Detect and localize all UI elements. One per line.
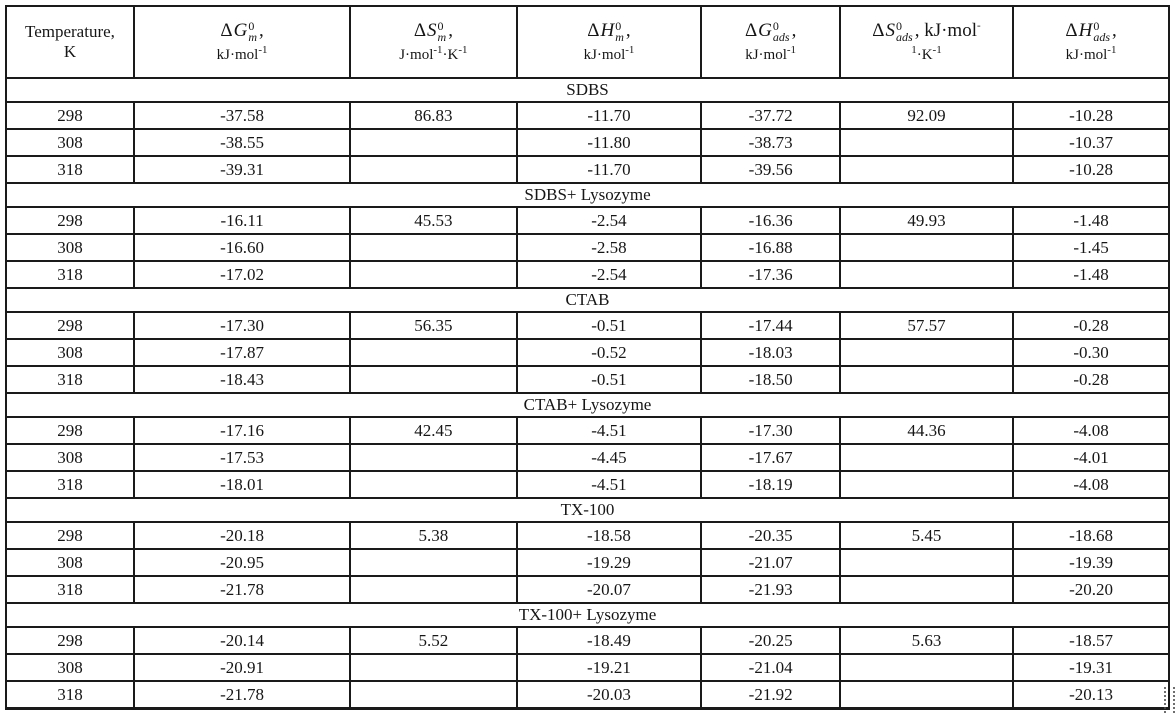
value-cell: 5.38 bbox=[350, 522, 516, 549]
value-cell: -0.28 bbox=[1013, 366, 1169, 393]
value-cell: 57.57 bbox=[840, 312, 1013, 339]
temperature-cell: 308 bbox=[6, 654, 134, 681]
header-symbol: ΔS 0 ads , kJ·mol- bbox=[872, 19, 981, 45]
value-cell: -37.58 bbox=[134, 102, 350, 129]
table-row bbox=[6, 654, 1169, 681]
temperature-cell: 298 bbox=[6, 312, 134, 339]
header-symbol: ΔH 0 ads , bbox=[1065, 19, 1117, 45]
value-cell: 56.35 bbox=[350, 312, 516, 339]
value-cell: -0.30 bbox=[1013, 339, 1169, 366]
table-row bbox=[6, 471, 1169, 498]
table-row bbox=[6, 102, 1169, 129]
section-row bbox=[6, 183, 1169, 207]
temperature-cell: 308 bbox=[6, 444, 134, 471]
value-cell: -16.88 bbox=[701, 234, 839, 261]
value-cell bbox=[840, 549, 1013, 576]
section-row bbox=[6, 78, 1169, 102]
value-cell: -4.01 bbox=[1013, 444, 1169, 471]
value-cell: -19.39 bbox=[1013, 549, 1169, 576]
header-unit: $^1\cdot K^{-1}$ bbox=[911, 44, 942, 64]
value-cell: -17.87 bbox=[134, 339, 350, 366]
value-cell bbox=[350, 129, 516, 156]
section-row bbox=[6, 498, 1169, 522]
table-row bbox=[6, 207, 1169, 234]
value-cell: -4.08 bbox=[1013, 417, 1169, 444]
temperature-cell: 318 bbox=[6, 261, 134, 288]
value-cell bbox=[840, 339, 1013, 366]
section-label: SDBS+ Lysozyme bbox=[6, 183, 1169, 207]
column-header-delta-s-ads bbox=[840, 6, 1013, 78]
value-cell bbox=[840, 261, 1013, 288]
value-cell: -20.18 bbox=[134, 522, 350, 549]
value-cell: -10.37 bbox=[1013, 129, 1169, 156]
value-cell bbox=[350, 339, 516, 366]
value-cell bbox=[840, 444, 1013, 471]
value-cell: -0.52 bbox=[517, 339, 702, 366]
column-header-temperature bbox=[6, 6, 134, 78]
value-cell: -20.20 bbox=[1013, 576, 1169, 603]
header-symbol: ΔG 0 m , bbox=[220, 19, 264, 45]
temperature-cell: 318 bbox=[6, 681, 134, 709]
column-header-delta-g-m bbox=[134, 6, 350, 78]
table-row bbox=[6, 339, 1169, 366]
column-header-delta-g-ads bbox=[701, 6, 839, 78]
column-header-delta-s-m bbox=[350, 6, 516, 78]
value-cell: -17.67 bbox=[701, 444, 839, 471]
value-cell: -37.72 bbox=[701, 102, 839, 129]
value-cell: -16.11 bbox=[134, 207, 350, 234]
value-cell bbox=[350, 444, 516, 471]
value-cell: -20.91 bbox=[134, 654, 350, 681]
value-cell: 44.36 bbox=[840, 417, 1013, 444]
value-cell bbox=[840, 129, 1013, 156]
header-unit: kJ·mol$^{-1}$ bbox=[1065, 44, 1117, 64]
value-cell bbox=[840, 576, 1013, 603]
table-row bbox=[6, 312, 1169, 339]
section-label: SDBS bbox=[6, 78, 1169, 102]
value-cell: -17.36 bbox=[701, 261, 839, 288]
value-cell: -0.51 bbox=[517, 366, 702, 393]
value-cell: 5.52 bbox=[350, 627, 516, 654]
value-cell: -20.07 bbox=[517, 576, 702, 603]
value-cell: -18.58 bbox=[517, 522, 702, 549]
header-unit: kJ·mol$^{-1}$ bbox=[216, 44, 268, 64]
value-cell: -16.36 bbox=[701, 207, 839, 234]
table-row bbox=[6, 417, 1169, 444]
value-cell: -19.29 bbox=[517, 549, 702, 576]
value-cell: -18.49 bbox=[517, 627, 702, 654]
value-cell: -16.60 bbox=[134, 234, 350, 261]
temperature-cell: 308 bbox=[6, 339, 134, 366]
temperature-cell: 308 bbox=[6, 129, 134, 156]
header-symbol: ΔG 0 ads , bbox=[744, 19, 797, 45]
value-cell: -18.43 bbox=[134, 366, 350, 393]
table-row bbox=[6, 234, 1169, 261]
value-cell: -20.35 bbox=[701, 522, 839, 549]
header-unit: K bbox=[63, 42, 77, 61]
value-cell: -39.31 bbox=[134, 156, 350, 183]
value-cell bbox=[350, 681, 516, 709]
temperature-cell: 308 bbox=[6, 234, 134, 261]
temperature-cell: 298 bbox=[6, 102, 134, 129]
value-cell bbox=[840, 654, 1013, 681]
table-row bbox=[6, 129, 1169, 156]
value-cell bbox=[350, 156, 516, 183]
value-cell bbox=[840, 471, 1013, 498]
table-row bbox=[6, 549, 1169, 576]
value-cell: -19.31 bbox=[1013, 654, 1169, 681]
value-cell: 5.63 bbox=[840, 627, 1013, 654]
value-cell: -11.70 bbox=[517, 156, 702, 183]
value-cell bbox=[840, 234, 1013, 261]
value-cell: 86.83 bbox=[350, 102, 516, 129]
section-label: CTAB bbox=[6, 288, 1169, 312]
value-cell: -2.58 bbox=[517, 234, 702, 261]
value-cell: 49.93 bbox=[840, 207, 1013, 234]
header-symbol: Temperature, bbox=[25, 22, 115, 41]
value-cell: -18.19 bbox=[701, 471, 839, 498]
section-row bbox=[6, 288, 1169, 312]
value-cell bbox=[350, 576, 516, 603]
value-cell: -0.51 bbox=[517, 312, 702, 339]
temperature-cell: 308 bbox=[6, 549, 134, 576]
value-cell: -17.02 bbox=[134, 261, 350, 288]
scan-edge-artifact bbox=[1164, 687, 1175, 713]
value-cell: -4.45 bbox=[517, 444, 702, 471]
table-row bbox=[6, 627, 1169, 654]
value-cell bbox=[840, 366, 1013, 393]
table-row bbox=[6, 156, 1169, 183]
value-cell: -17.30 bbox=[134, 312, 350, 339]
temperature-cell: 298 bbox=[6, 627, 134, 654]
value-cell: -4.08 bbox=[1013, 471, 1169, 498]
value-cell: -18.01 bbox=[134, 471, 350, 498]
header-unit: kJ·mol$^{-1}$ bbox=[583, 44, 635, 64]
value-cell: -11.70 bbox=[517, 102, 702, 129]
table-header bbox=[6, 6, 1169, 78]
temperature-cell: 298 bbox=[6, 207, 134, 234]
temperature-cell: 298 bbox=[6, 522, 134, 549]
value-cell: -1.48 bbox=[1013, 207, 1169, 234]
temperature-cell: 318 bbox=[6, 156, 134, 183]
value-cell bbox=[840, 156, 1013, 183]
value-cell: -21.78 bbox=[134, 681, 350, 709]
value-cell: 42.45 bbox=[350, 417, 516, 444]
header-symbol: ΔH 0 m , bbox=[587, 19, 631, 45]
value-cell: -21.04 bbox=[701, 654, 839, 681]
value-cell: -20.25 bbox=[701, 627, 839, 654]
thermodynamics-table bbox=[5, 5, 1170, 710]
header-row bbox=[6, 6, 1169, 78]
table-row bbox=[6, 366, 1169, 393]
value-cell: -17.44 bbox=[701, 312, 839, 339]
column-header-delta-h-m bbox=[517, 6, 702, 78]
header-symbol: ΔS 0 m , bbox=[413, 19, 453, 45]
section-row bbox=[6, 603, 1169, 627]
value-cell: 45.53 bbox=[350, 207, 516, 234]
table-row bbox=[6, 576, 1169, 603]
temperature-cell: 298 bbox=[6, 417, 134, 444]
value-cell: -0.28 bbox=[1013, 312, 1169, 339]
value-cell: -21.92 bbox=[701, 681, 839, 709]
value-cell: 5.45 bbox=[840, 522, 1013, 549]
value-cell: -2.54 bbox=[517, 207, 702, 234]
value-cell: -11.80 bbox=[517, 129, 702, 156]
value-cell: -20.95 bbox=[134, 549, 350, 576]
value-cell: -20.14 bbox=[134, 627, 350, 654]
value-cell: -4.51 bbox=[517, 417, 702, 444]
value-cell: -17.16 bbox=[134, 417, 350, 444]
value-cell: -10.28 bbox=[1013, 156, 1169, 183]
section-row bbox=[6, 393, 1169, 417]
table-row bbox=[6, 444, 1169, 471]
value-cell: -18.68 bbox=[1013, 522, 1169, 549]
section-label: CTAB+ Lysozyme bbox=[6, 393, 1169, 417]
temperature-cell: 318 bbox=[6, 366, 134, 393]
value-cell bbox=[350, 366, 516, 393]
value-cell: -21.93 bbox=[701, 576, 839, 603]
value-cell bbox=[350, 654, 516, 681]
value-cell: -18.50 bbox=[701, 366, 839, 393]
section-label: TX-100 bbox=[6, 498, 1169, 522]
value-cell bbox=[350, 549, 516, 576]
table-row bbox=[6, 522, 1169, 549]
value-cell bbox=[840, 681, 1013, 709]
table-row bbox=[6, 261, 1169, 288]
value-cell: -10.28 bbox=[1013, 102, 1169, 129]
column-header-delta-h-ads bbox=[1013, 6, 1169, 78]
temperature-cell: 318 bbox=[6, 576, 134, 603]
value-cell: -21.07 bbox=[701, 549, 839, 576]
value-cell: -17.30 bbox=[701, 417, 839, 444]
value-cell: -20.13 bbox=[1013, 681, 1169, 709]
value-cell: -38.55 bbox=[134, 129, 350, 156]
value-cell: -19.21 bbox=[517, 654, 702, 681]
value-cell: -1.45 bbox=[1013, 234, 1169, 261]
table-row bbox=[6, 681, 1169, 709]
header-unit: $J\cdot mol^{-1}\cdot K^{-1}$ bbox=[399, 44, 468, 64]
value-cell: -17.53 bbox=[134, 444, 350, 471]
value-cell bbox=[350, 471, 516, 498]
header-unit: kJ·mol$^{-1}$ bbox=[745, 44, 797, 64]
value-cell: -18.03 bbox=[701, 339, 839, 366]
temperature-cell: 318 bbox=[6, 471, 134, 498]
value-cell: -4.51 bbox=[517, 471, 702, 498]
value-cell: 92.09 bbox=[840, 102, 1013, 129]
section-label: TX-100+ Lysozyme bbox=[6, 603, 1169, 627]
value-cell bbox=[350, 234, 516, 261]
value-cell: -2.54 bbox=[517, 261, 702, 288]
value-cell: -39.56 bbox=[701, 156, 839, 183]
value-cell: -21.78 bbox=[134, 576, 350, 603]
table-body bbox=[6, 78, 1169, 709]
value-cell: -20.03 bbox=[517, 681, 702, 709]
value-cell bbox=[350, 261, 516, 288]
value-cell: -38.73 bbox=[701, 129, 839, 156]
value-cell: -1.48 bbox=[1013, 261, 1169, 288]
value-cell: -18.57 bbox=[1013, 627, 1169, 654]
